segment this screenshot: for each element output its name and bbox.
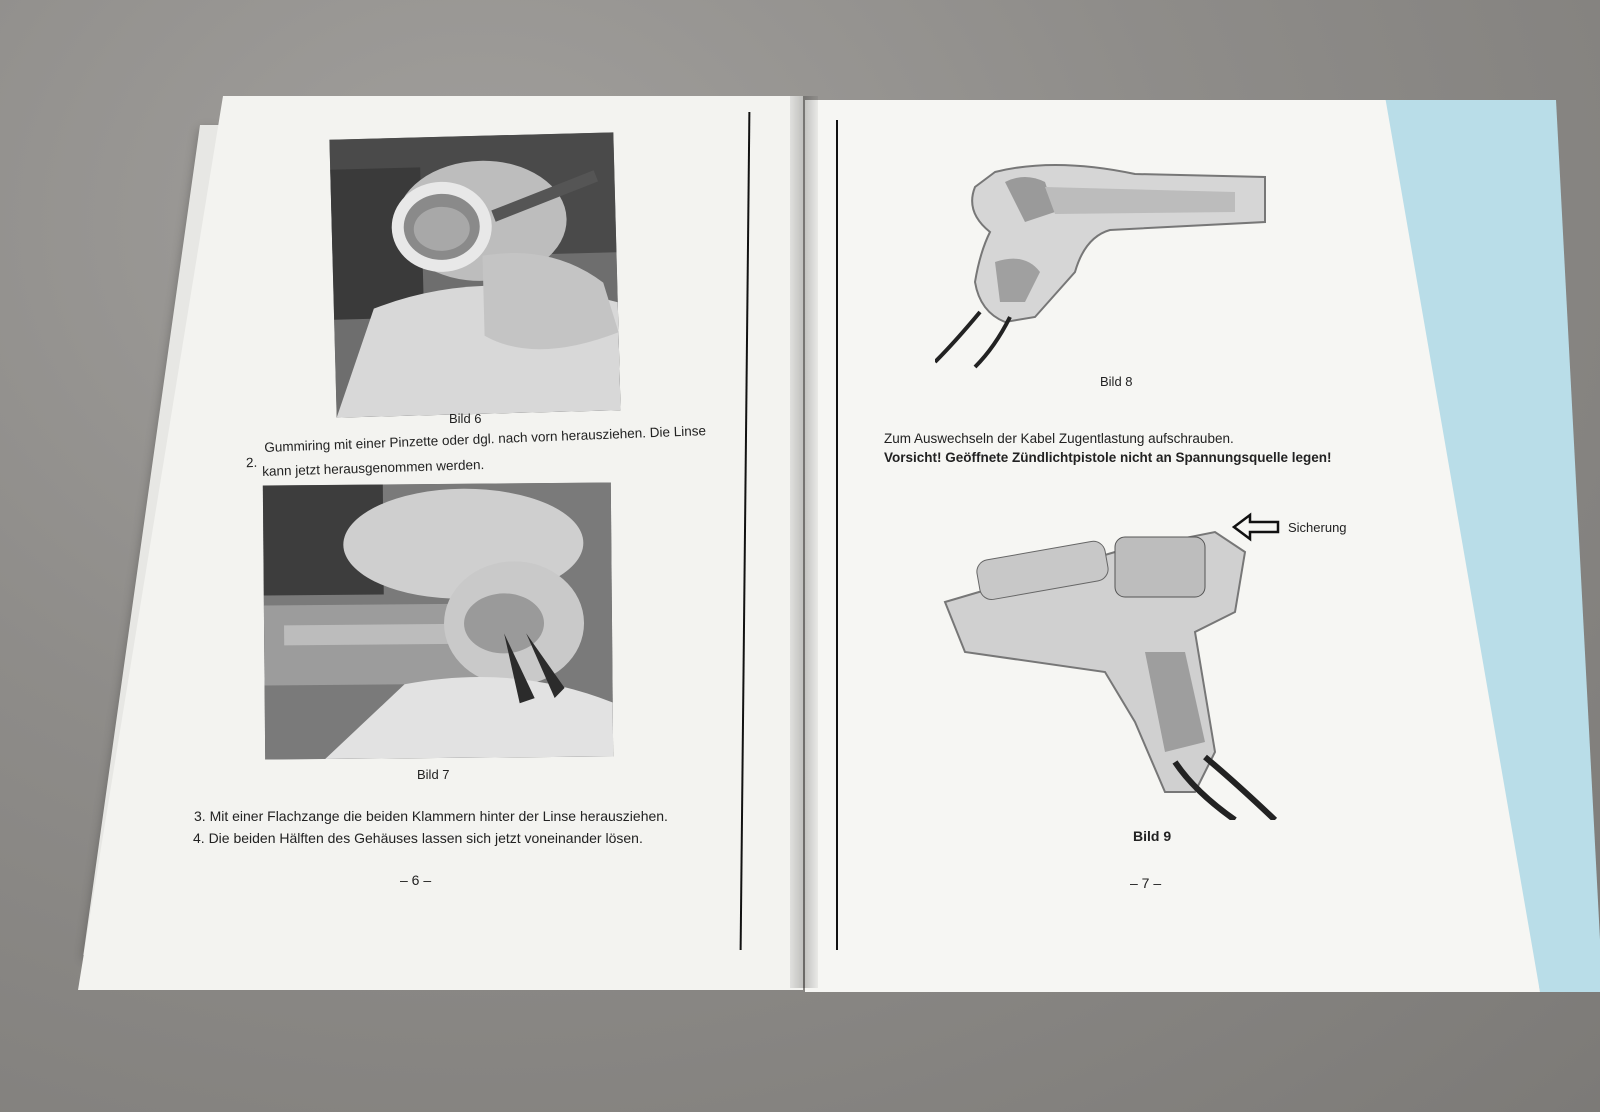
- step-4-text: 4. Die beiden Hälften des Gehäuses lassen sich jetzt voneinander lösen.: [193, 830, 643, 846]
- warning-text: Vorsicht! Geöffnete Zündlichtpistole nicht an Spannungsquelle legen!: [884, 450, 1332, 465]
- outline-arrow-left-icon: [1232, 512, 1280, 542]
- photo-bild-6: [329, 132, 620, 417]
- sicherung-label: Sicherung: [1288, 520, 1347, 535]
- step-3-text: 3. Mit einer Flachzange die beiden Klammern hinter der Linse herausziehen.: [194, 808, 668, 824]
- illustration-bild-8: [935, 152, 1275, 370]
- step-2-text-line1: Gummiring mit einer Pinzette oder dgl. nach vorn herausziehen. Die Linse: [264, 423, 707, 455]
- step-2-number: 2.: [245, 454, 258, 471]
- caption-bild-8: Bild 8: [1100, 374, 1133, 389]
- cable-note: Zum Auswechseln der Kabel Zugentlastung aufschrauben.: [884, 431, 1234, 446]
- right-page-number: – 7 –: [1130, 875, 1162, 891]
- illustration-bild-9: [935, 522, 1330, 820]
- caption-bild-9: Bild 9: [1133, 828, 1172, 844]
- book-gutter: [790, 96, 818, 988]
- photo-bild-7: [263, 482, 613, 759]
- left-page-number: – 6 –: [400, 872, 432, 888]
- caption-bild-7: Bild 7: [417, 767, 450, 782]
- step-2-text-line2: kann jetzt herausgenommen werden.: [262, 457, 485, 479]
- right-page-margin-line: [836, 120, 838, 950]
- caption-bild-6: Bild 6: [449, 411, 482, 426]
